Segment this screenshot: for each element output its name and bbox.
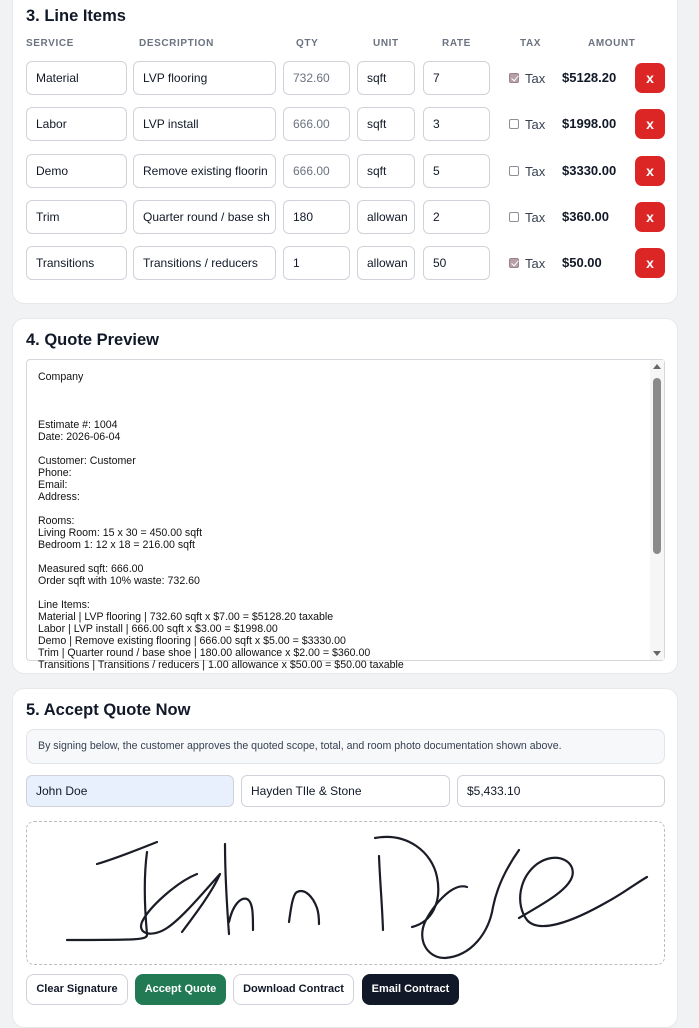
unit-input[interactable]: allowan xyxy=(357,200,415,234)
approval-notice: By signing below, the customer approves the quoted scope, total, and room photo documentation shown above. xyxy=(26,729,665,764)
amount-value: $5128.20 xyxy=(562,70,617,85)
customer-name-field[interactable]: John Doe xyxy=(26,775,234,807)
tax-checkbox[interactable] xyxy=(509,258,519,268)
quote-preview-textarea[interactable] xyxy=(26,359,665,671)
description-input[interactable]: Transitions / reducers xyxy=(133,246,276,280)
qty-input[interactable]: 180 xyxy=(283,200,350,234)
description-input[interactable]: Quarter round / base sh xyxy=(133,200,276,234)
tax-label: Tax xyxy=(525,209,546,225)
scroll-thumb[interactable] xyxy=(653,378,661,554)
amount-value: $3330.00 xyxy=(562,163,617,178)
tax-checkbox[interactable] xyxy=(509,166,519,176)
clear-signature-button[interactable]: Clear Signature xyxy=(26,974,128,1005)
col-header-rate: RATE xyxy=(442,38,471,49)
tax-checkbox[interactable] xyxy=(509,73,519,83)
col-header-service: SERVICE xyxy=(26,38,74,49)
unit-input[interactable]: sqft xyxy=(357,61,415,95)
unit-input[interactable]: sqft xyxy=(357,107,415,141)
qty-input[interactable]: 666.00 xyxy=(283,107,350,141)
scroll-down-arrow-icon[interactable] xyxy=(653,651,661,656)
quote-preview-title: 4. Quote Preview xyxy=(26,331,159,349)
remove-row-button[interactable]: x xyxy=(635,156,665,186)
company-name-field[interactable]: Hayden TIle & Stone xyxy=(241,775,450,807)
remove-row-button[interactable]: x xyxy=(635,63,665,93)
tax-toggle[interactable] xyxy=(509,200,545,234)
rate-input[interactable]: 2 xyxy=(423,200,490,234)
table-row xyxy=(13,61,677,95)
accept-quote-title: 5. Accept Quote Now xyxy=(26,701,191,719)
table-row xyxy=(13,107,677,141)
qty-input[interactable]: 732.60 xyxy=(283,61,350,95)
signature-drawing xyxy=(27,822,666,966)
tax-checkbox[interactable] xyxy=(509,212,519,222)
tax-toggle[interactable] xyxy=(509,246,545,280)
line-items-card xyxy=(12,0,678,304)
tax-toggle[interactable] xyxy=(509,107,545,141)
tax-checkbox[interactable] xyxy=(509,119,519,129)
tax-label: Tax xyxy=(525,255,546,271)
tax-label: Tax xyxy=(525,163,546,179)
amount-value: $1998.00 xyxy=(562,116,617,131)
table-row xyxy=(13,200,677,234)
rate-input[interactable]: 5 xyxy=(423,154,490,188)
description-input[interactable]: LVP install xyxy=(133,107,276,141)
unit-input[interactable]: sqft xyxy=(357,154,415,188)
remove-row-button[interactable]: x xyxy=(635,109,665,139)
col-header-tax: TAX xyxy=(520,38,542,49)
description-input[interactable]: LVP flooring xyxy=(133,61,276,95)
service-input[interactable]: Demo xyxy=(26,154,127,188)
quote-preview-card xyxy=(12,318,678,674)
rate-input[interactable]: 50 xyxy=(423,246,490,280)
preview-scrollbar[interactable] xyxy=(650,360,664,660)
table-row xyxy=(13,246,677,280)
col-header-unit: UNIT xyxy=(373,38,399,49)
remove-row-button[interactable]: x xyxy=(635,248,665,278)
scroll-up-arrow-icon[interactable] xyxy=(653,364,661,369)
accept-quote-card xyxy=(12,688,678,1028)
table-row xyxy=(13,154,677,188)
tax-label: Tax xyxy=(525,116,546,132)
service-input[interactable]: Trim xyxy=(26,200,127,234)
col-header-qty: QTY xyxy=(296,38,319,49)
rate-input[interactable]: 7 xyxy=(423,61,490,95)
signature-pad[interactable] xyxy=(26,821,665,965)
tax-label: Tax xyxy=(525,70,546,86)
col-header-amount: AMOUNT xyxy=(588,38,636,49)
remove-row-button[interactable]: x xyxy=(635,202,665,232)
description-input[interactable]: Remove existing floorin xyxy=(133,154,276,188)
accept-quote-button[interactable]: Accept Quote xyxy=(135,974,226,1005)
rate-input[interactable]: 3 xyxy=(423,107,490,141)
amount-value: $50.00 xyxy=(562,255,602,270)
email-contract-button[interactable]: Email Contract xyxy=(362,974,459,1005)
amount-value: $360.00 xyxy=(562,209,609,224)
unit-input[interactable]: allowan xyxy=(357,246,415,280)
download-contract-button[interactable]: Download Contract xyxy=(233,974,354,1005)
quote-preview-text: Company Estimate #: 1004 Date: 2026-06-04 Customer: Customer Phone: Email: Address: Rooms: Living Room: 15 x 30 = 450.00 sqft Bedroom 1: 12 x 18 = 216.00 sqft Measured sqft: 666.00 Order sqft with 10% waste: 732.60 Line Items: Material | LVP flooring | 732.60 sqft x $7.00 = $5128.20 taxable Labor | LVP install | 666.00 sqft x $3.00 = $1998.00 Demo | Remove existing flooring | 666.00 sqft x $5.00 = $3330.00 Trim | Quarter round / base shoe | 180.00 allowance x $2.00 = $360.00 Transitions | Transitions / reducers | 1.00 allowance x $50.00 = $50.00 taxable xyxy=(38,371,404,671)
qty-input[interactable]: 1 xyxy=(283,246,350,280)
tax-toggle[interactable] xyxy=(509,154,545,188)
col-header-description: DESCRIPTION xyxy=(139,38,214,49)
qty-input[interactable]: 666.00 xyxy=(283,154,350,188)
total-field[interactable]: $5,433.10 xyxy=(457,775,665,807)
service-input[interactable]: Transitions xyxy=(26,246,127,280)
service-input[interactable]: Labor xyxy=(26,107,127,141)
service-input[interactable]: Material xyxy=(26,61,127,95)
line-items-title: 3. Line Items xyxy=(26,7,126,25)
tax-toggle[interactable] xyxy=(509,61,545,95)
